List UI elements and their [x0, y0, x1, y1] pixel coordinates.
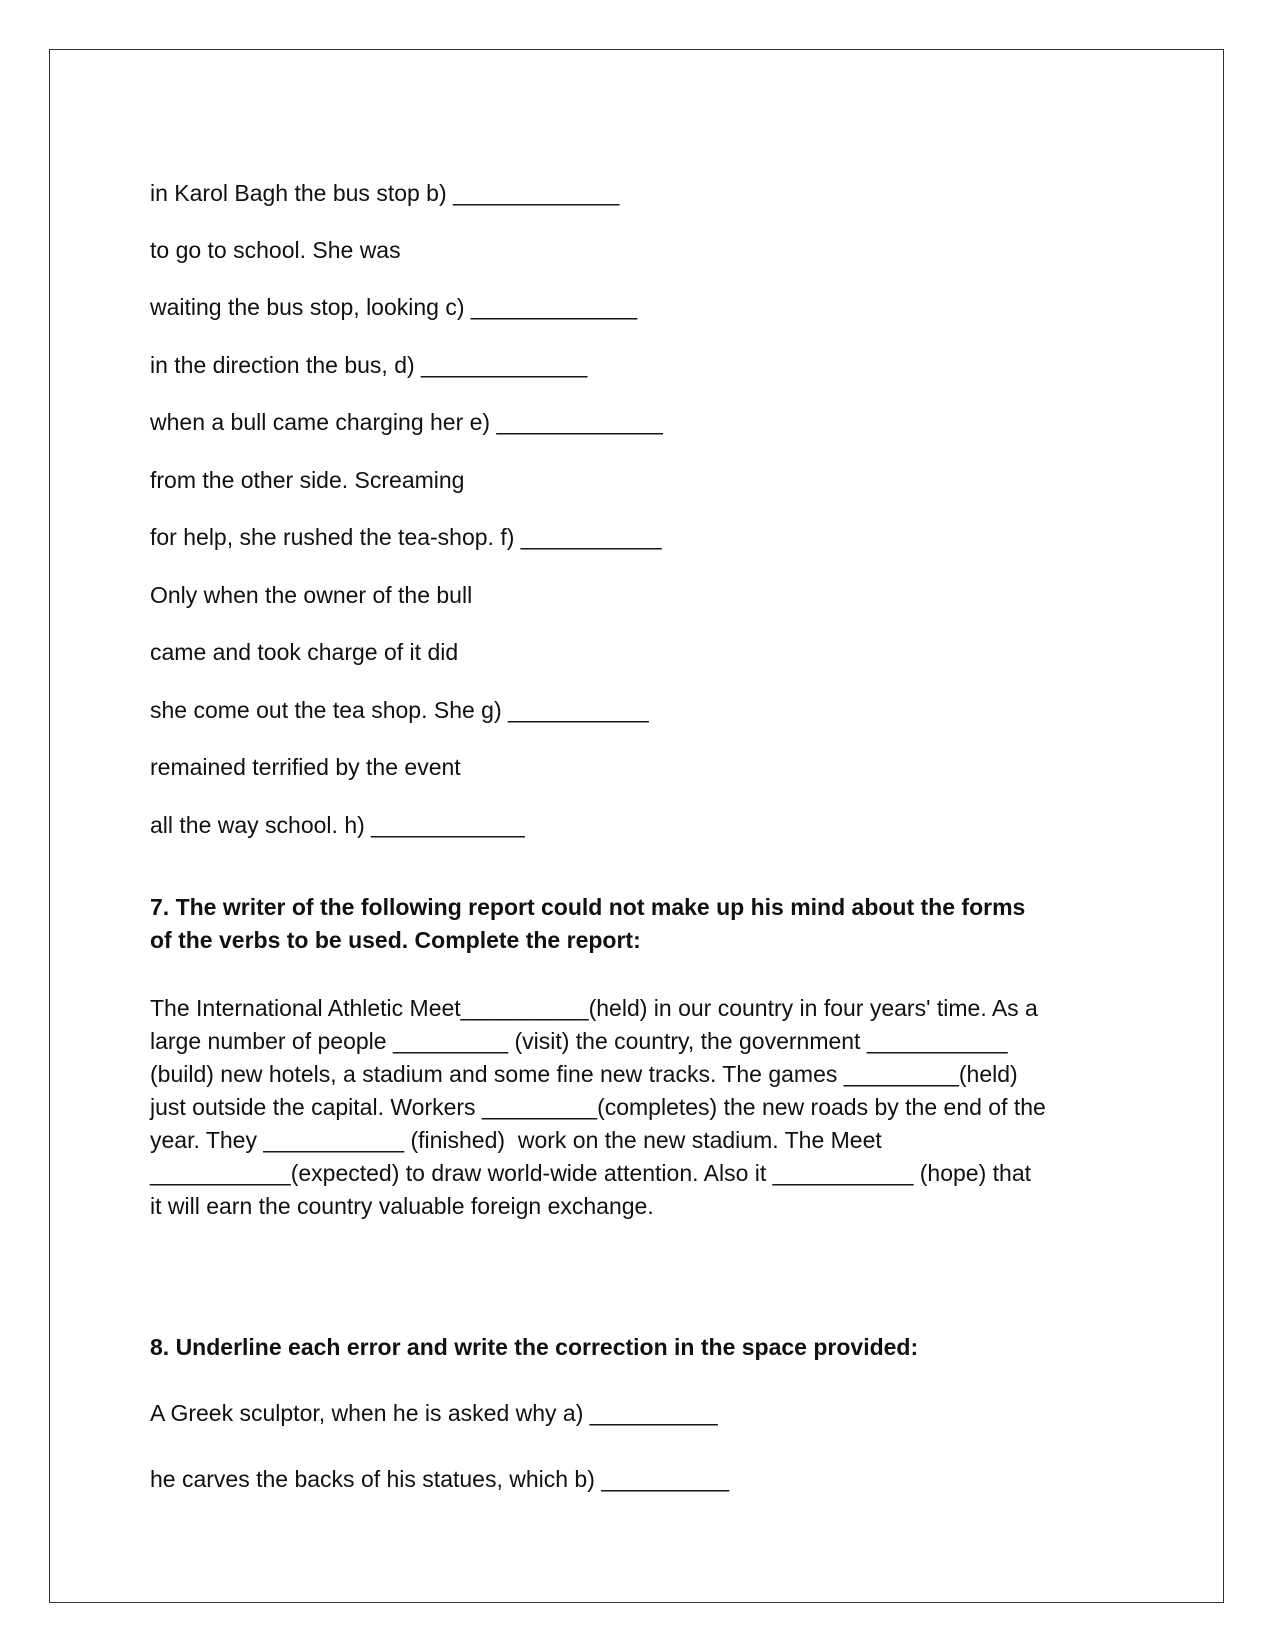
question-7-heading-line: 7. The writer of the following report could not make up his mind about the forms: [150, 894, 1026, 920]
report-line: it will earn the country valuable foreign exchange.: [150, 1193, 654, 1219]
report-line: large number of people _________ (visit) the country, the government ___________: [150, 1028, 1008, 1054]
passage-line: she come out the tea shop. She g) ___________: [150, 697, 649, 723]
error-line: A Greek sculptor, when he is asked why a) __________: [150, 1400, 718, 1426]
passage-line: all the way school. h) ____________: [150, 812, 525, 838]
passage-line: waiting the bus stop, looking c) _____________: [150, 294, 638, 320]
report-line: year. They ___________ (finished) work on the new stadium. The Meet: [150, 1127, 882, 1153]
passage-line: in Karol Bagh the bus stop b) _____________: [150, 180, 620, 206]
passage-line: for help, she rushed the tea-shop. f) ___________: [150, 524, 662, 550]
question-7-report: [150, 992, 1150, 1223]
passage-line: remained terrified by the event: [150, 754, 461, 780]
report-line: (build) new hotels, a stadium and some fine new tracks. The games _________(held): [150, 1061, 1018, 1087]
passage-line: when a bull came charging her e) _____________: [150, 409, 663, 435]
error-line: he carves the backs of his statues, which b) __________: [150, 1466, 730, 1492]
passage-line: Only when the owner of the bull: [150, 582, 473, 608]
passage-line: to go to school. She was: [150, 237, 401, 263]
report-line: just outside the capital. Workers _________(completes) the new roads by the end of the: [150, 1094, 1046, 1120]
question-7-heading: [150, 891, 1140, 957]
passage-line: in the direction the bus, d) _____________: [150, 352, 588, 378]
passage-line: from the other side. Screaming: [150, 467, 465, 493]
passage-line: came and took charge of it did: [150, 639, 459, 665]
report-line: The International Athletic Meet__________(held) in our country in four years' time. As a: [150, 995, 1038, 1021]
report-line: ___________(expected) to draw world-wide attention. Also it ___________ (hope) that: [150, 1160, 1031, 1186]
question-8-heading: 8. Underline each error and write the correction in the space provided:: [150, 1334, 919, 1360]
question-7-heading-line: of the verbs to be used. Complete the report:: [150, 927, 641, 953]
